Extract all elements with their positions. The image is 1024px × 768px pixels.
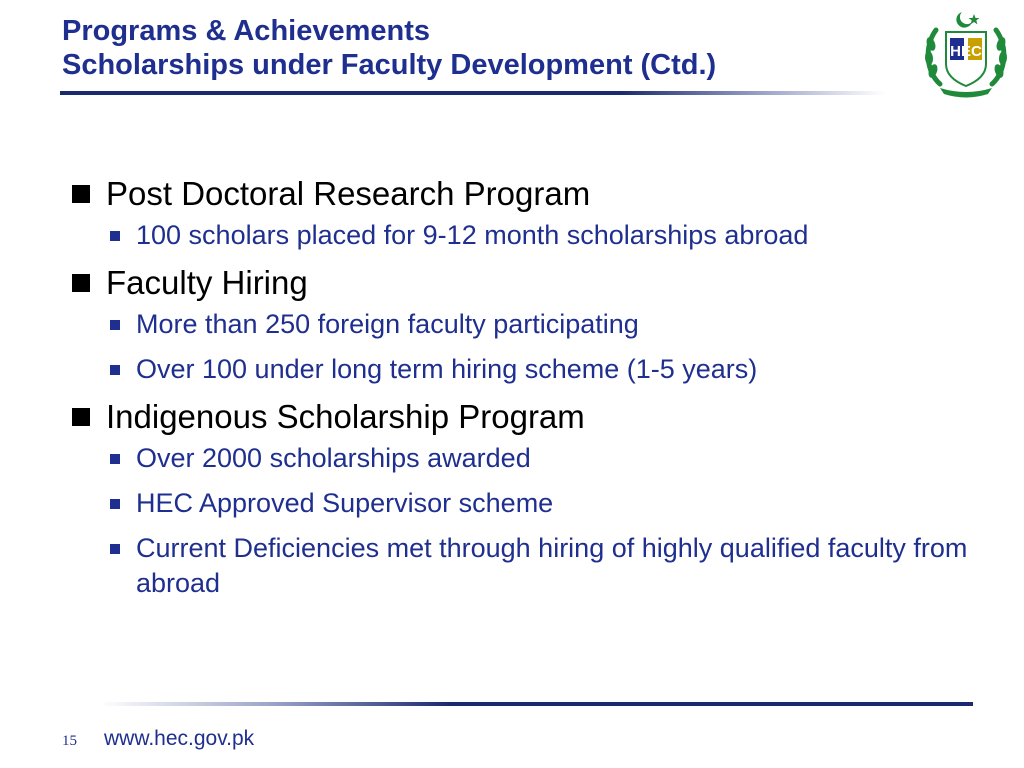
small-square-bullet-icon <box>110 320 120 330</box>
title-line-1: Programs & Achievements <box>62 15 431 47</box>
list-item-text: Over 2000 scholarships awarded <box>136 443 531 473</box>
list-item-text: HEC Approved Supervisor scheme <box>136 488 554 518</box>
title-line-2: Scholarships under Faculty Development (Ctd.) <box>62 49 717 81</box>
square-bullet-icon <box>72 185 90 203</box>
bullet-heading-text: Post Doctoral Research Program <box>106 175 591 212</box>
bullet-heading-indigenous <box>72 397 972 437</box>
list-item-text: More than 250 foreign faculty participating <box>136 309 639 339</box>
bullet-heading-faculty-hiring <box>72 263 972 303</box>
small-square-bullet-icon <box>110 454 120 464</box>
square-bullet-icon <box>72 408 90 426</box>
bullet-list <box>72 174 972 611</box>
list-item <box>72 531 972 601</box>
bullet-heading-post-doctoral <box>72 174 972 214</box>
page-number: 15 <box>62 733 77 749</box>
emblem-text: HEC <box>950 43 982 60</box>
footer-divider <box>100 702 973 706</box>
sub-list-post-doctoral <box>72 218 972 253</box>
bullet-heading-text: Faculty Hiring <box>106 264 308 301</box>
footer-url-link[interactable]: www.hec.gov.pk <box>104 727 255 750</box>
slide-title <box>62 14 716 82</box>
list-item <box>72 352 972 387</box>
square-bullet-icon <box>72 274 90 292</box>
list-item <box>72 441 972 476</box>
list-item <box>72 307 972 342</box>
sub-list-faculty-hiring <box>72 307 972 387</box>
small-square-bullet-icon <box>110 544 120 554</box>
hec-emblem-icon <box>918 6 1014 102</box>
list-item-text: Over 100 under long term hiring scheme (1-5 years) <box>136 354 758 384</box>
title-divider <box>60 91 885 95</box>
bullet-heading-text: Indigenous Scholarship Program <box>106 398 585 435</box>
small-square-bullet-icon <box>110 231 120 241</box>
list-item-text: Current Deficiencies met through hiring of highly qualified faculty from abroad <box>136 533 968 598</box>
small-square-bullet-icon <box>110 499 120 509</box>
list-item <box>72 218 972 253</box>
list-item <box>72 486 972 521</box>
list-item-text: 100 scholars placed for 9-12 month scholarships abroad <box>136 220 809 250</box>
small-square-bullet-icon <box>110 365 120 375</box>
sub-list-indigenous <box>72 441 972 601</box>
